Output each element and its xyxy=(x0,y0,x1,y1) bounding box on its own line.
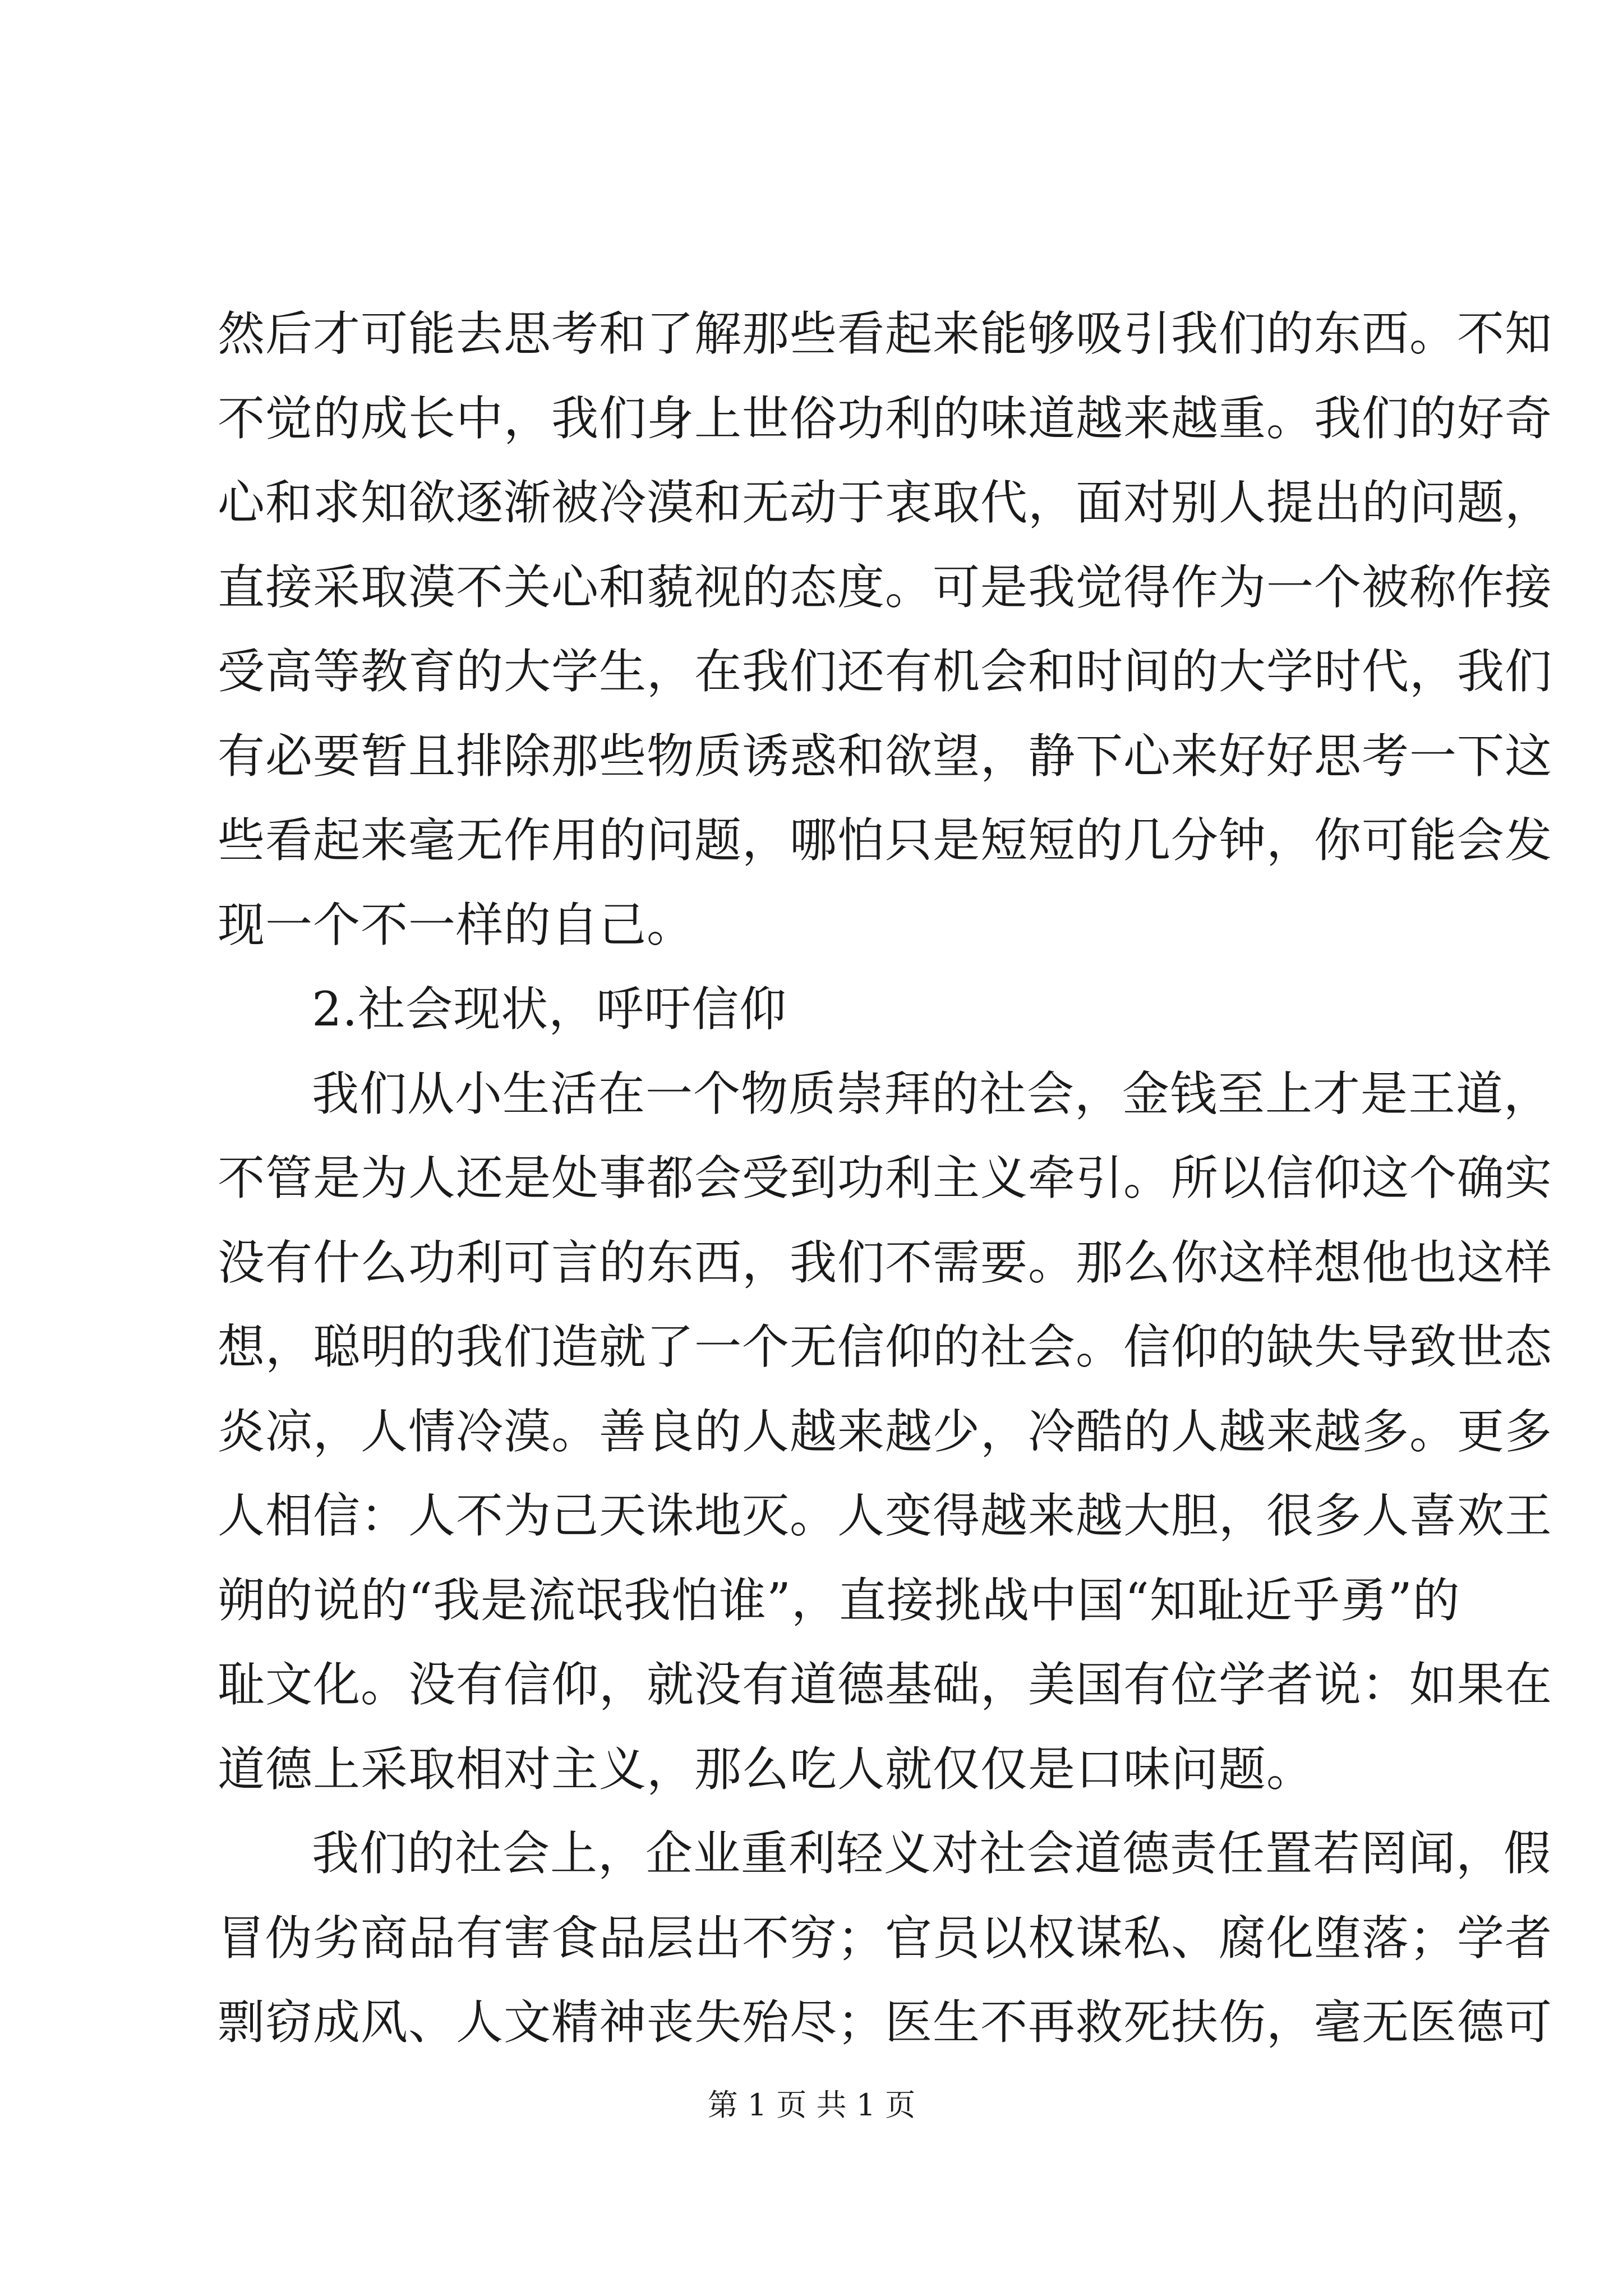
section-heading: 2.社会现状，呼吁信仰 xyxy=(312,982,787,1037)
text-line: 心和求知欲逐渐被冷漠和无动于衷取代，面对别人提出的问题， xyxy=(218,475,1553,530)
document-body xyxy=(218,292,1553,2065)
text-line: 我们从小生活在一个物质崇拜的社会，金钱至上才是王道， xyxy=(312,1066,1552,1121)
text-line: 然后才可能去思考和了解那些看起来能够吸引我们的东西。不知 xyxy=(218,306,1553,361)
text-line: 没有什么功利可言的东西，我们不需要。那么你这样想他也这样 xyxy=(218,1235,1553,1290)
page-footer: 第 1 页 共 1 页 xyxy=(707,2087,916,2123)
text-line: 道德上采取相对主义，那么吃人就仅仅是口味问题。 xyxy=(218,1741,1315,1797)
text-line: 想，聪明的我们造就了一个无信仰的社会。信仰的缺失导致世态 xyxy=(218,1319,1553,1374)
text-line: 我们的社会上，企业重利轻义对社会道德责任置若罔闻，假 xyxy=(312,1826,1552,1881)
text-line: 直接采取漠不关心和藐视的态度。可是我觉得作为一个被称作接 xyxy=(218,559,1553,615)
text-line: 不觉的成长中，我们身上世俗功利的味道越来越重。我们的好奇 xyxy=(218,390,1553,446)
text-line: 炎凉，人情冷漠。善良的人越来越少，冷酷的人越来越多。更多 xyxy=(218,1404,1553,1459)
text-line: 些看起来毫无作用的问题，哪怕只是短短的几分钟，你可能会发 xyxy=(218,813,1553,868)
text-line: 朔的说的“我是流氓我怕谁”，直接挑战中国“知耻近乎勇”的 xyxy=(218,1572,1460,1628)
text-line: 人相信：人不为己天诛地灭。人变得越来越大胆，很多人喜欢王 xyxy=(218,1488,1553,1543)
text-line: 现一个不一样的自己。 xyxy=(218,897,695,953)
text-line: 有必要暂且排除那些物质诱惑和欲望，静下心来好好思考一下这 xyxy=(218,728,1553,784)
text-line: 不管是为人还是处事都会受到功利主义牵引。所以信仰这个确实 xyxy=(218,1151,1553,1205)
text-line: 剽窃成风、人文精神丧失殆尽；医生不再救死扶伤，毫无医德可 xyxy=(218,1995,1553,2050)
text-line: 冒伪劣商品有害食品层出不穷；官员以权谋私、腐化堕落；学者 xyxy=(218,1910,1553,1966)
text-line: 耻文化。没有信仰，就没有道德基础，美国有位学者说：如果在 xyxy=(218,1657,1553,1712)
text-line: 受高等教育的大学生，在我们还有机会和时间的大学时代，我们 xyxy=(218,644,1553,699)
